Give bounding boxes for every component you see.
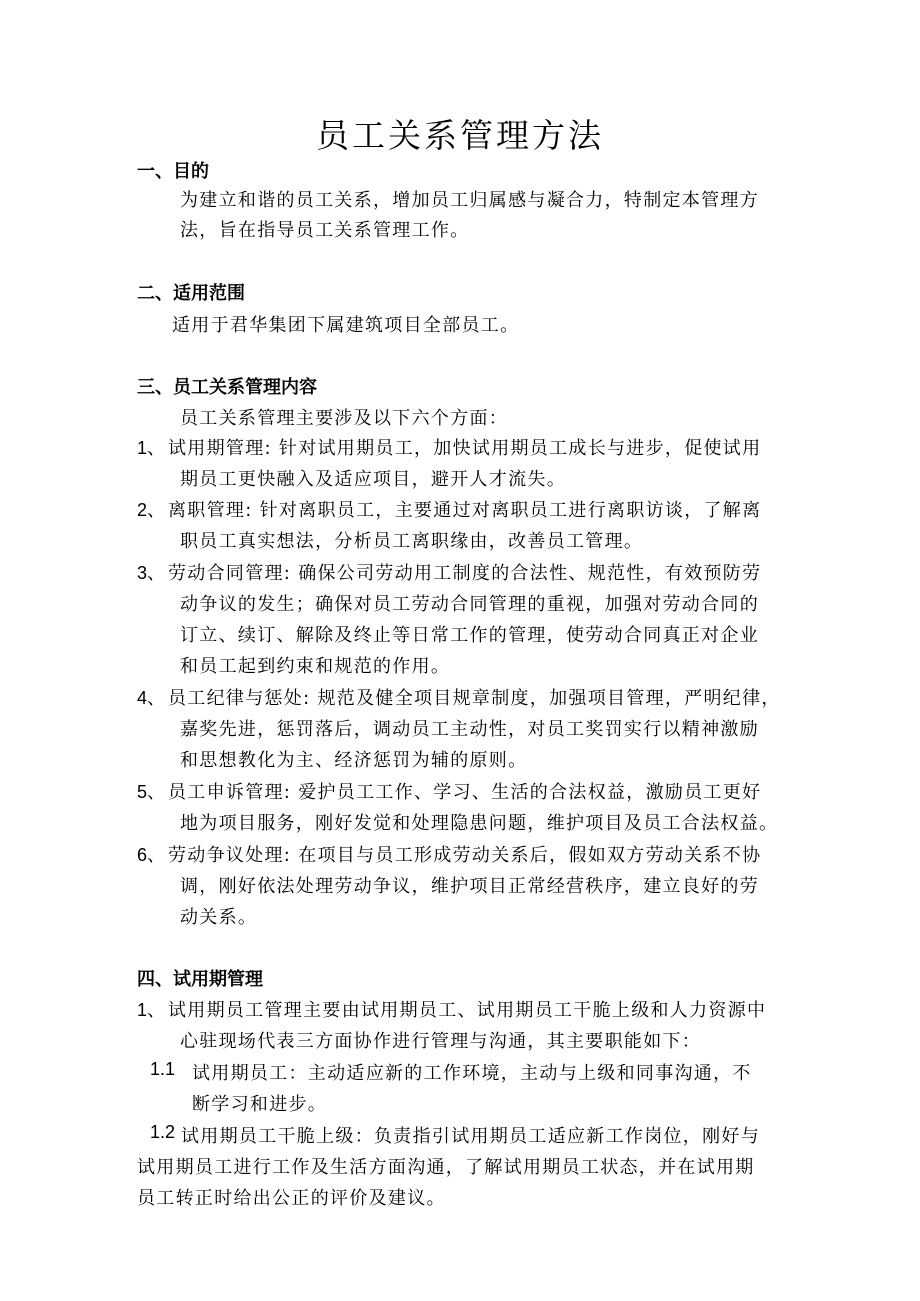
list-item-text: 确保公司劳动用工制度的合法性、规范性，有效预防劳 [298, 563, 762, 584]
list-item-number: 4、 [137, 688, 166, 708]
list-item-number: 5、 [137, 782, 166, 802]
list-item-text: 职员工真实想法，分析员工离职缘由，改善员工管理。 [180, 531, 644, 552]
sub-item-number: 1.2 [150, 1122, 176, 1142]
list-item-text: 订立、续订、解除及终止等日常工作的管理，使劳动合同真正对企业 [180, 625, 759, 646]
sub-item-text: 试用期员工：主动适应新的工作环境，主动与上级和同事沟通，不 [192, 1063, 752, 1084]
page-title: 员工关系管理方法 [316, 116, 604, 155]
sub-item-text: 断学习和进步。 [192, 1094, 328, 1115]
list-item [168, 778, 761, 804]
list-item-text: 试用期员工管理主要由试用期员工、试用期员工干脆上级和人力资源中 [168, 1000, 767, 1021]
list-item-text: 针对离职员工，主要通过对离职员工进行离职访谈，了解离 [259, 500, 762, 521]
list-item-text: 规范及健全项目规章制度，加强项目管理，严明纪律， [317, 688, 781, 709]
list-item-text: 地为项目服务，刚好发觉和处理隐患问题，维护项目及员工合法权益。 [180, 813, 779, 834]
list-item-number: 6、 [137, 845, 166, 865]
purpose-line-1: 为建立和谐的员工关系，增加员工归属感与凝合力，特制定本管理方 [180, 190, 759, 211]
purpose-line-2: 法，旨在指导员工关系管理工作。 [180, 220, 470, 241]
list-item-number: 1、 [137, 438, 166, 458]
list-item-number: 3、 [137, 563, 166, 583]
list-item-number: 1、 [137, 1000, 166, 1020]
list-item-label: 离职管理: [168, 500, 253, 521]
content-intro: 员工关系管理主要涉及以下六个方面： [180, 408, 509, 429]
list-item [168, 559, 761, 585]
scope-line-1: 适用于君华集团下属建筑项目全部员工。 [172, 315, 520, 336]
list-item-text: 和员工起到约束和规范的作用。 [180, 656, 451, 677]
list-item-label: 劳动合同管理: [168, 563, 292, 584]
list-item-text: 在项目与员工形成劳动关系后，假如双方劳动关系不协 [298, 845, 762, 866]
list-item-number: 2、 [137, 500, 166, 520]
list-item-text: 针对试用期员工，加快试用期员工成长与进步，促使试用 [278, 438, 762, 459]
list-item [168, 434, 761, 460]
list-item [168, 841, 761, 867]
sub-item-text: 试用期员工进行工作及生活方面沟通，了解试用期员工状态，并在试用期 [137, 1157, 755, 1178]
list-item [168, 496, 761, 522]
section-heading-purpose: 一、目的 [137, 161, 209, 182]
list-item-text: 期员工更快融入及适应项目，避开人才流失。 [180, 469, 566, 490]
list-item-text: 动关系。 [180, 907, 258, 928]
list-item-label: 员工纪律与惩处: [168, 688, 311, 709]
list-item-label: 劳动争议处理: [168, 845, 292, 866]
sub-item-text: 员工转正时给出公正的评价及建议。 [137, 1188, 446, 1209]
list-item-text: 和思想教化为主、经济惩罚为辅的原则。 [180, 750, 528, 771]
section-heading-content: 三、员工关系管理内容 [137, 377, 317, 398]
list-item-label: 员工申诉管理: [168, 782, 292, 803]
list-item-text: 心驻现场代表三方面协作进行管理与沟通，其主要职能如下： [180, 1031, 702, 1052]
list-item-text: 嘉奖先进，惩罚落后，调动员工主动性，对员工奖罚实行以精神激励 [180, 719, 759, 740]
section-heading-scope: 二、适用范围 [137, 283, 245, 304]
section-heading-probation: 四、试用期管理 [137, 969, 263, 990]
list-item-text: 爱护员工工作、学习、生活的合法权益，激励员工更好 [298, 782, 762, 803]
list-item [168, 684, 781, 710]
sub-item-number: 1.1 [150, 1059, 176, 1079]
list-item-label: 试用期管理: [168, 438, 272, 459]
sub-item-text: 试用期员工干脆上级：负责指引试用期员工适应新工作岗位，刚好与 [181, 1126, 760, 1147]
list-item-text: 调，刚好依法处理劳动争议，维护项目正常经营秩序，建立良好的劳 [180, 876, 759, 897]
list-item-text: 动争议的发生；确保对员工劳动合同管理的重视，加强对劳动合同的 [180, 594, 759, 615]
